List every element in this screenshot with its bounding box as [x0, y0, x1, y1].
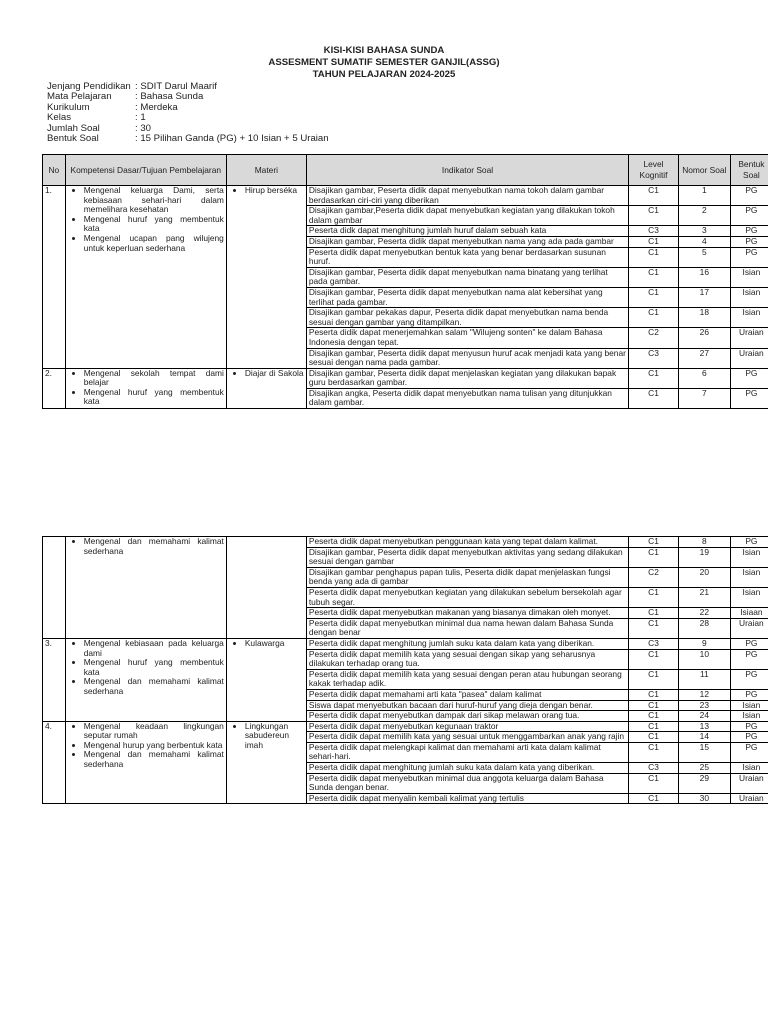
nomor-cell: 8 [678, 537, 730, 548]
meta-value: : 15 Pilihan Ganda (PG) + 10 Isian + 5 Uraian [135, 133, 329, 145]
indikator-cell: Disajikan gambar, Peserta didik dapat menyebutkan aktivitas yang sedang dilakukan sesuai dengan gambar [306, 547, 628, 567]
indikator-cell: Peserta didik dapat menyebutkan makanan yang biasanya dimakan oleh monyet. [306, 608, 628, 619]
materi-cell [226, 721, 306, 804]
level-cell: C1 [629, 537, 679, 548]
level-cell: C1 [629, 689, 679, 700]
indikator-cell: Disajikan gambar, Peserta didik dapat menyebutkan nama alat kebersihat yang terlihat pada gambar. [306, 287, 628, 307]
indikator-cell: Peserta didik dapat menyebutkan dampak dari sikap melawan orang tua. [306, 711, 628, 722]
bullet-item: • Diajar di Sakola [245, 369, 304, 379]
materi-cell [226, 638, 306, 721]
nomor-cell: 9 [678, 638, 730, 649]
level-cell: C1 [629, 618, 679, 638]
indikator-cell: Peserta didik dapat memilih kata yang sesuai dengan sikap yang seharusnya dilakukan terhadap orang tua. [306, 649, 628, 669]
col-level: Level Kognitif [629, 155, 679, 186]
level-cell: C1 [629, 287, 679, 307]
indikator-cell: Peserta didik dapat melengkapi kalimat dan memahami arti kata dalam kalimat sehari-hari. [306, 742, 628, 762]
materi-cell [226, 186, 306, 369]
level-cell: C3 [629, 226, 679, 237]
bullet-item: • Hirup berséka [245, 186, 304, 196]
indikator-cell: Peserta didik dapat menyalin kembali kalimat yang tertulis [306, 793, 628, 804]
bentuk-cell: Uraian [730, 793, 768, 804]
kompetensi-cell [65, 368, 226, 408]
row-number: 2. [43, 368, 66, 408]
bentuk-cell: PG [730, 721, 768, 732]
bentuk-cell: Isian [730, 587, 768, 607]
nomor-cell: 11 [678, 669, 730, 689]
nomor-cell: 28 [678, 618, 730, 638]
meta-value: : 30 [135, 122, 152, 134]
level-cell: C1 [629, 547, 679, 567]
nomor-cell: 1 [678, 186, 730, 206]
bentuk-cell: Isian [730, 287, 768, 307]
indikator-cell: Disajikan gambar, Peserta didik dapat menjelaskan kegiatan yang dilakukan bapak guru berdasarkan gambar. [306, 368, 628, 388]
bentuk-cell: Isian [730, 711, 768, 722]
nomor-cell: 26 [678, 328, 730, 348]
meta-value: : Merdeka [135, 101, 178, 113]
nomor-cell: 18 [678, 308, 730, 328]
meta-key: Mata Pelajaran [47, 91, 112, 103]
level-cell: C1 [629, 608, 679, 619]
bentuk-cell: PG [730, 247, 768, 267]
level-cell: C1 [629, 732, 679, 743]
bentuk-cell: Uraian [730, 328, 768, 348]
nomor-cell: 23 [678, 700, 730, 711]
level-cell: C1 [629, 206, 679, 226]
bullet-item: • Mengenal huruf yang membentuk kata [84, 388, 224, 407]
bentuk-cell: Isian [730, 763, 768, 774]
indikator-cell: Disajikan gambar, Peserta didik dapat menyebutkan nama tokoh dalam gambar berdasarkan ciri-ciri yang diberikan [306, 186, 628, 206]
bentuk-cell: Isian [730, 547, 768, 567]
col-kd: Kompetensi Dasar/Tujuan Pembelajaran [65, 155, 226, 186]
bullet-item: • Mengenal hurup yang berbentuk kata [84, 741, 224, 751]
level-cell: C1 [629, 368, 679, 388]
indikator-cell: Disajikan gambar, Peserta didik dapat menyebutkan nama binatang yang terlihat pada gambar. [306, 267, 628, 287]
level-cell: C2 [629, 567, 679, 587]
meta-value: : SDIT Darul Maarif [135, 81, 217, 92]
table-row [43, 638, 768, 649]
meta-block [47, 82, 329, 144]
meta-row [47, 103, 329, 113]
level-cell: C1 [629, 711, 679, 722]
meta-key: Kelas [47, 112, 71, 124]
indikator-cell: Peserta didik dapat menyebutkan minimal dua anggota keluarga dalam Bahasa Sunda dengan benar. [306, 773, 628, 793]
meta-row [47, 134, 329, 144]
doc-subtitle: ASSESMENT SUMATIF SEMESTER GANJIL(ASSG) [268, 57, 500, 68]
bentuk-cell: PG [730, 537, 768, 548]
nomor-cell: 6 [678, 368, 730, 388]
nomor-cell: 20 [678, 567, 730, 587]
nomor-cell: 14 [678, 732, 730, 743]
level-cell: C1 [629, 700, 679, 711]
nomor-cell: 13 [678, 721, 730, 732]
bullet-item: • Mengenal ucapan pang wilujeng untuk keperluan sederhana [84, 234, 224, 253]
doc-title: KISI-KISI BAHASA SUNDA [323, 45, 445, 56]
meta-key: Jumlah Soal [47, 122, 100, 134]
bentuk-cell: Isiaan [730, 608, 768, 619]
materi-cell [226, 368, 306, 408]
bentuk-cell: Isian [730, 267, 768, 287]
bentuk-cell: PG [730, 732, 768, 743]
indikator-cell: Peserta didik dapat menyebutkan penggunaan kata yang tepat dalam kalimat. [306, 537, 628, 548]
col-nomor: Nomor Soal [678, 155, 730, 186]
bentuk-cell: PG [730, 649, 768, 669]
level-cell: C1 [629, 669, 679, 689]
indikator-cell: Siswa dapat menyebutkan bacaan dari huruf-huruf yang dieja dengan benar. [306, 700, 628, 711]
row-number: 3. [43, 638, 66, 721]
indikator-cell: Peserta didik dapat menyebutkan kegunaan traktor [306, 721, 628, 732]
indikator-cell: Peserta didik dapat menyebutkan minimal dua nama hewan dalam Bahasa Sunda dengan benar [306, 618, 628, 638]
col-materi: Materi [226, 155, 306, 186]
bentuk-cell: Isian [730, 567, 768, 587]
nomor-cell: 21 [678, 587, 730, 607]
nomor-cell: 12 [678, 689, 730, 700]
level-cell: C3 [629, 763, 679, 774]
bullet-item: • Mengenal huruf yang membentuk kata [84, 215, 224, 234]
bullet-item: • Mengenal keadaan lingkungan seputar rumah [84, 722, 224, 741]
indikator-cell: Peserta didik dapat menghitung jumlah suku kata dalam kata yang diberikan. [306, 763, 628, 774]
nomor-cell: 7 [678, 388, 730, 408]
nomor-cell: 27 [678, 348, 730, 368]
col-bentuk: Bentuk Soal [730, 155, 768, 186]
row-number [43, 537, 66, 639]
bullet-item: • Mengenal dan memahami kalimat sederhana [84, 750, 224, 769]
indikator-cell: Peserta didik dapat menerjemahkan salam "Wilujeng sonten" ke dalam Bahasa Indonesia dengan tepat. [306, 328, 628, 348]
nomor-cell: 15 [678, 742, 730, 762]
bentuk-cell: PG [730, 742, 768, 762]
nomor-cell: 16 [678, 267, 730, 287]
indikator-cell: Disajikan gambar penghapus papan tulis, Peserta didik dapat menjelaskan fungsi benda yang ada di gambar [306, 567, 628, 587]
level-cell: C1 [629, 742, 679, 762]
nomor-cell: 2 [678, 206, 730, 226]
row-number: 4. [43, 721, 66, 804]
bullet-item: • Lingkungan sabudereun imah [245, 722, 304, 751]
indikator-cell: Peserta didik dapat menghitung jumlah suku kata dalam kata yang diberikan. [306, 638, 628, 649]
indikator-cell: Disajikan gambar,Peserta didik dapat menyebutkan kegiatan yang dilakukan tokoh dalam gambar [306, 206, 628, 226]
level-cell: C1 [629, 793, 679, 804]
level-cell: C1 [629, 308, 679, 328]
indikator-cell: Peserta didik dapat memilih kata yang sesuai dengan peran atau hubungan seorang kakak terhadap adik. [306, 669, 628, 689]
table-row [43, 186, 768, 206]
indikator-cell: Peserta didik dapat memilih kata yang sesuai untuk menggambarkan anak yang rajin [306, 732, 628, 743]
indikator-cell: Disajikan angka, Peserta didik dapat menyebutkan nama tulisan yang ditunjukkan dalam gambar. [306, 388, 628, 408]
meta-value: : Bahasa Sunda [135, 91, 204, 103]
bullet-item: • Mengenal huruf yang membentuk kata [84, 658, 224, 677]
level-cell: C1 [629, 247, 679, 267]
indikator-cell: Peserta didik dapat menyebutkan kegiatan yang dilakukan sebelum bersekolah agar tubuh segar. [306, 587, 628, 607]
nomor-cell: 30 [678, 793, 730, 804]
indikator-cell: Disajikan gambar, Peserta didik dapat menyusun huruf acak menjadi kata yang benar sesuai dengan nama pada gambar. [306, 348, 628, 368]
bentuk-cell: PG [730, 186, 768, 206]
bentuk-cell: Uraian [730, 348, 768, 368]
nomor-cell: 24 [678, 711, 730, 722]
bentuk-cell: PG [730, 206, 768, 226]
meta-key: Bentuk Soal [47, 133, 99, 145]
nomor-cell: 4 [678, 236, 730, 247]
doc-year: TAHUN PELAJARAN 2024-2025 [312, 69, 456, 80]
nomor-cell: 25 [678, 763, 730, 774]
col-indikator: Indikator Soal [306, 155, 628, 186]
bentuk-cell: Isian [730, 308, 768, 328]
indikator-cell: Disajikan gambar pekakas dapur, Peserta didik dapat menyebutkan nama benda sesuai dengan gambar yang ditampilkan. [306, 308, 628, 328]
level-cell: C1 [629, 773, 679, 793]
table-row [43, 537, 768, 548]
bullet-item: • Mengenal sekolah tempat dami belajar [84, 369, 224, 388]
table-row [43, 721, 768, 732]
bentuk-cell: PG [730, 388, 768, 408]
kompetensi-cell [65, 721, 226, 804]
table-row [43, 368, 768, 388]
bentuk-cell: PG [730, 368, 768, 388]
bentuk-cell: Uraian [730, 618, 768, 638]
level-cell: C1 [629, 267, 679, 287]
bullet-item: • Mengenal keluarga Dami, serta kebiasaan sehari-hari dalam memelihara kesehatan [84, 186, 224, 215]
indikator-cell: Peserta didik dapat memahami arti kata "pasea" dalam kalimat [306, 689, 628, 700]
level-cell: C1 [629, 388, 679, 408]
bentuk-cell: PG [730, 236, 768, 247]
nomor-cell: 5 [678, 247, 730, 267]
bullet-item: • Mengenal dan memahami kalimat sederhana [84, 677, 224, 696]
kompetensi-cell [65, 186, 226, 369]
bullet-item: • Kulawarga [245, 639, 304, 649]
level-cell: C1 [629, 587, 679, 607]
level-cell: C1 [629, 649, 679, 669]
row-number: 1. [43, 186, 66, 369]
level-cell: C3 [629, 348, 679, 368]
level-cell: C2 [629, 328, 679, 348]
kompetensi-cell [65, 537, 226, 639]
bentuk-cell: Isian [730, 700, 768, 711]
nomor-cell: 22 [678, 608, 730, 619]
nomor-cell: 29 [678, 773, 730, 793]
bentuk-cell: PG [730, 669, 768, 689]
nomor-cell: 19 [678, 547, 730, 567]
nomor-cell: 3 [678, 226, 730, 237]
bentuk-cell: PG [730, 226, 768, 237]
nomor-cell: 10 [678, 649, 730, 669]
meta-key: Kurikulum [47, 101, 90, 113]
kisi-table-page1 [42, 154, 768, 409]
bentuk-cell: PG [730, 638, 768, 649]
kompetensi-cell [65, 638, 226, 721]
bullet-item: • Mengenal kebiasaan pada keluarga dami [84, 639, 224, 658]
kisi-table-page2 [42, 536, 768, 804]
level-cell: C1 [629, 721, 679, 732]
level-cell: C1 [629, 186, 679, 206]
col-no: No [43, 155, 66, 186]
bentuk-cell: Uraian [730, 773, 768, 793]
bullet-item: • Mengenal dan memahami kalimat sederhana [84, 537, 224, 556]
indikator-cell: Peserta didik dapat menyebutkan bentuk kata yang benar berdasarkan susunan huruf. [306, 247, 628, 267]
nomor-cell: 17 [678, 287, 730, 307]
level-cell: C1 [629, 236, 679, 247]
meta-key: Jenjang Pendidikan [47, 81, 131, 92]
level-cell: C3 [629, 638, 679, 649]
bentuk-cell: PG [730, 689, 768, 700]
indikator-cell: Disajikan gambar, Peserta didik dapat menyebutkan nama yang ada pada gambar [306, 236, 628, 247]
materi-cell [226, 537, 306, 639]
indikator-cell: Peserta didk dapat menghitung jumlah huruf dalam sebuah kata [306, 226, 628, 237]
meta-value: : 1 [135, 112, 146, 124]
